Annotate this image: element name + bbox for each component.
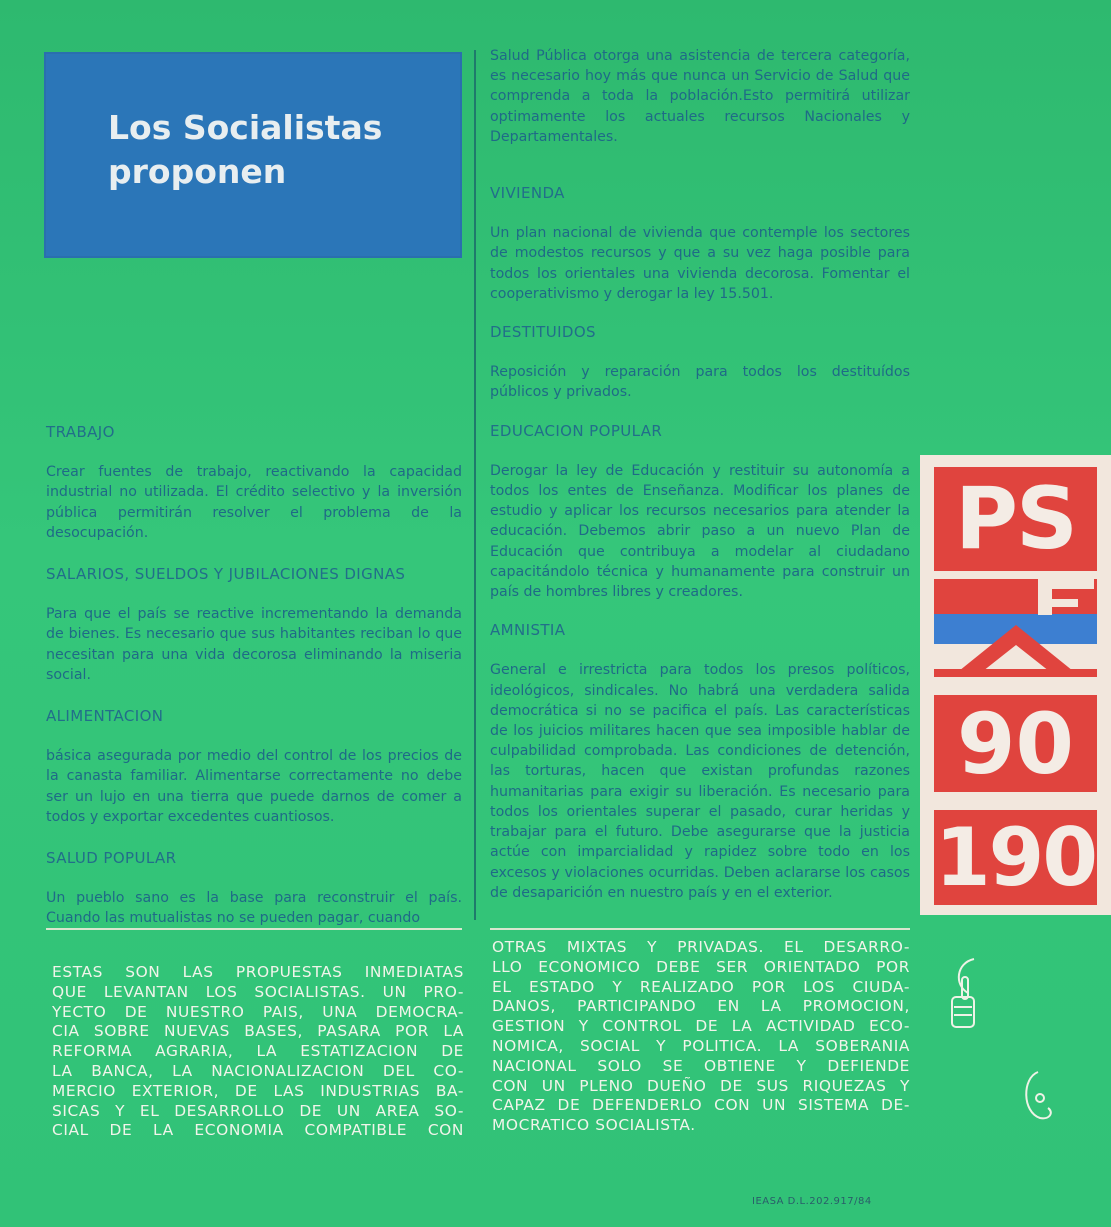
closing-right-line: MOCRATICO SOCIALISTA. — [492, 1116, 696, 1135]
closing-right-line: OTRAS MIXTAS Y PRIVADAS. EL DESARRO- — [492, 938, 910, 956]
closing-left-line: REFORMA AGRARIA, LA ESTATIZACION DE — [52, 1042, 464, 1061]
closing-right-line: LLO ECONOMICO DEBE SER ORIENTADO POR — [492, 957, 910, 976]
closing-right-line: EL ESTADO Y REALIZADO POR LOS CIUDA- — [492, 977, 910, 996]
section-text-salud: Un pueblo sano es la base para reconstruir el país. Cuando las mutualistas no se pueden pagar, cuando — [46, 890, 462, 927]
pointing-hand-icon — [944, 955, 984, 1035]
section-heading-educacion: EDUCACION POPULAR — [490, 421, 663, 440]
logo-190-text: 190 — [935, 811, 1096, 904]
fa-letters-icon — [934, 579, 1097, 677]
right-column — [490, 46, 910, 903]
logo-190-block — [934, 810, 1097, 905]
section-text-educacion: Derogar la ley de Educación y restituir su autonomía a todos los entes de Enseñanza. Modificar los planes de estudio y aplicar los recursos necesarios para atender la educación. Debemos abrir paso a un nuevo Plan de Educación que contribuya a modelar al ciudadano capacitándolo técnica y humanamente para construir un país de hombres libres y creadores. — [490, 462, 910, 601]
closing-text-left — [52, 963, 464, 1141]
closing-left-line: CIAL DE LA ECONOMIA COMPATIBLE CON — [52, 1121, 464, 1140]
logo-ps-block — [934, 467, 1097, 571]
section-text-vivienda: Un plan nacional de vivienda que contemple los sectores de modestos recursos y que a su vez haga posible para todos los orientales una vivienda decorosa. Fomentar el cooperativismo y derogar la ley 15.501. — [490, 225, 910, 302]
column-divider — [474, 50, 476, 920]
section-text-destituidos: Reposición y reparación para todos los destituídos públicos y privados. — [490, 364, 910, 401]
section-heading-salud: SALUD POPULAR — [46, 849, 177, 868]
logo-ps-text: PS — [955, 469, 1076, 569]
closing-right-line: NOMICA, SOCIAL Y POLITICA. LA SOBERANIA — [492, 1036, 910, 1055]
closing-left-line: LA BANCA, LA NACIONALIZACION DEL CO- — [52, 1061, 464, 1080]
bottom-left-rule — [46, 928, 462, 930]
title-line-2: proponen — [108, 152, 287, 191]
logo-90-text: 90 — [957, 695, 1074, 793]
closing-right-line: CAPAZ DE DEFENDERLO CON UN SISTEMA DE- — [492, 1096, 910, 1115]
title-line-1: Los Socialistas — [108, 108, 383, 147]
section-heading-trabajo: TRABAJO — [46, 423, 115, 441]
closing-right-line: DANOS, PARTICIPANDO EN LA PROMOCION, — [492, 997, 910, 1016]
closing-left-line: QUE LEVANTAN LOS SOCIALISTAS. UN PRO- — [52, 982, 464, 1001]
closing-right-line: GESTION Y CONTROL DE LA ACTIVIDAD ECO- — [492, 1017, 910, 1036]
page-title — [108, 106, 382, 194]
section-heading-amnistia: AMNISTIA — [490, 621, 566, 640]
section-text-alimentacion: básica asegurada por medio del control de los precios de la canasta familiar. Alimentarse correctamente no debe ser un lujo en una tierra que puede darnos de comer a todos y exportar excedentes cuantiosos. — [46, 748, 462, 825]
section-text-salud-continued: Salud Pública otorga una asistencia de tercera categoría, es necesario hoy más que nunca un Servicio de Salud que comprenda a toda la población.Esto permitirá utilizar optimamente los actuales recursos Nacionales y Departamentales. — [490, 48, 910, 145]
face-sketch-icon — [1018, 1068, 1058, 1128]
section-heading-destituidos: DESTITUIDOS — [490, 323, 596, 342]
closing-right-line: CON UN PLENO DUEÑO DE SUS RIQUEZAS Y — [492, 1076, 910, 1095]
closing-left-line: ESTAS SON LAS PROPUESTAS INMEDIATAS — [52, 963, 464, 981]
section-text-salarios: Para que el país se reactive incrementando la demanda de bienes. Es necesario que sus habitantes reciban lo que necesitan para una vida decorosa eliminando la miseria social. — [46, 606, 462, 683]
section-heading-alimentacion: ALIMENTACION — [46, 707, 164, 726]
imprint-text: IEASA D.L.202.917/84 — [752, 1196, 872, 1207]
section-heading-vivienda: VIVIENDA — [490, 184, 565, 203]
section-text-amnistia: General e irrestricta para todos los presos políticos, ideológicos, sindicales. No habrá una verdadera salida democrática si no se pacifica el país. Las características de los juicios militares hacen que sea imposible hablar de culpabilidad comprobada. Las condiciones de detención, las torturas, hacen que existan profundas razones humanitarias para exigir su liberación. Es necesario para todos los orientales superar el pasado, curar heridas y trabajar para el futuro. Debe asegurarse que la justicia actúe con imparcialidad y rapidez sobre todo en los excesos y violaciones ocurridas. Deben aclararse los casos de desaparición en nuestro país y en el exterior. — [490, 662, 910, 901]
logo-90-block — [934, 695, 1097, 792]
bottom-right-rule — [490, 928, 910, 930]
section-text-trabajo: Crear fuentes de trabajo, reactivando la capacidad industrial no utilizada. El crédito selectivo y la inversión pública permitirán resolver el problema de la desocupación. — [46, 464, 462, 541]
closing-text-right — [492, 938, 910, 1136]
section-heading-salarios: SALARIOS, SUELDOS Y JUBILACIONES DIGNAS — [46, 565, 406, 584]
closing-left-line: SICAS Y EL DESARROLLO DE UN AREA SO- — [52, 1101, 464, 1120]
closing-right-line: NACIONAL SOLO SE OBTIENE Y DEFIENDE — [492, 1056, 910, 1075]
title-box — [44, 52, 462, 258]
closing-left-line: YECTO DE NUESTRO PAIS, UNA DEMOCRA- — [52, 1002, 464, 1021]
ps-fa-logo — [920, 455, 1111, 915]
closing-left-line: CIA SOBRE NUEVAS BASES, PASARA POR LA — [52, 1022, 464, 1041]
left-column — [46, 422, 462, 929]
closing-left-line: MERCIO EXTERIOR, DE LAS INDUSTRIAS BA- — [52, 1081, 464, 1100]
